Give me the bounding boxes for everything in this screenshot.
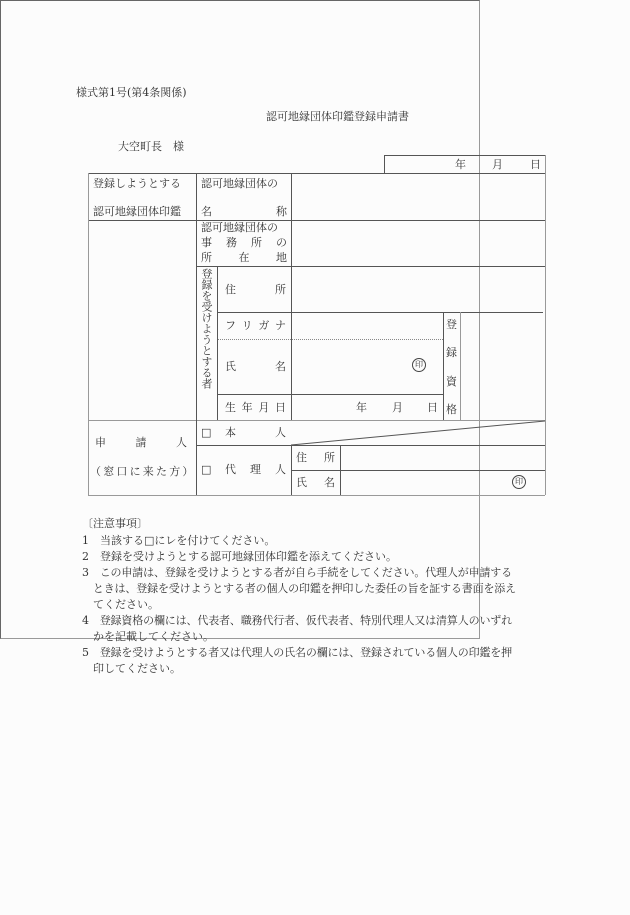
- label-char: 所: [324, 451, 335, 464]
- label-char: 事: [201, 236, 212, 249]
- col-line: [217, 266, 218, 420]
- birthdate-field[interactable]: [293, 396, 348, 418]
- applicant-sublabel: （窓口に来た方）: [90, 465, 196, 478]
- office-address-field[interactable]: [293, 222, 543, 265]
- agent-name-field[interactable]: [342, 472, 502, 494]
- col-line: [291, 173, 292, 420]
- col-line: [88, 173, 89, 495]
- label-char: 氏: [296, 476, 307, 489]
- self-label: [225, 426, 286, 439]
- col-line: [443, 312, 444, 420]
- address-label: [225, 283, 286, 296]
- col-line: [196, 173, 197, 495]
- row-line: [88, 495, 545, 496]
- seal-label-line2: 認可地縁団体印鑑: [93, 205, 181, 218]
- qualification-field[interactable]: [462, 314, 543, 418]
- office-label-line2: [201, 236, 287, 249]
- label-char: 所: [275, 283, 286, 296]
- org-name-field[interactable]: [293, 175, 543, 219]
- date-box-left: [384, 155, 385, 173]
- note-line: 印してください。: [82, 662, 181, 675]
- agent-address-field[interactable]: [342, 447, 543, 469]
- form-number: 様式第1号(第4条関係): [76, 86, 187, 99]
- dotted-line: [217, 339, 443, 340]
- diagonal-strike: [291, 420, 546, 446]
- label-char: ガ: [258, 319, 270, 332]
- label-char: 在: [238, 251, 250, 264]
- row-line: [217, 312, 543, 313]
- note-line: 5 登録を受けようとする者又は代理人の氏名の欄には、登録されている個人の印鑑を押: [82, 646, 512, 659]
- label-char: の: [276, 236, 287, 249]
- agent-checkbox[interactable]: □: [201, 463, 212, 476]
- note-line: 3 この申請は、登録を受けようとする者が自ら手続をしてください。代理人が申請する: [82, 566, 512, 579]
- furigana-label: [225, 319, 286, 332]
- qualification-label: [446, 318, 458, 416]
- label-char: 務: [226, 236, 237, 249]
- label-char: 理: [250, 463, 261, 476]
- furigana-field[interactable]: [293, 314, 441, 338]
- agent-name-label: [296, 476, 335, 489]
- label-char: 所: [201, 251, 212, 264]
- label-char: 日: [274, 401, 286, 414]
- label-char: 申: [95, 436, 106, 449]
- label-char: 録: [446, 346, 457, 360]
- label-char: 年: [241, 401, 253, 414]
- label-char: 本: [225, 426, 236, 439]
- notes-heading: 〔注意事項〕: [82, 517, 148, 530]
- label-char: 住: [296, 451, 307, 464]
- label-char: 名: [275, 360, 286, 373]
- label-char: 資: [446, 374, 457, 388]
- self-checkbox[interactable]: □: [201, 426, 212, 439]
- label-char: 生: [225, 401, 236, 414]
- date-day: 日: [530, 158, 541, 171]
- addressee: 大空町長 様: [118, 140, 184, 153]
- row-line: [88, 220, 545, 221]
- agent-label: [225, 463, 286, 476]
- note-line: かを記載してください。: [82, 630, 214, 643]
- label-char: 人: [275, 463, 286, 476]
- col-line: [460, 312, 461, 420]
- label-char: 地: [276, 251, 287, 264]
- office-label-line3: [201, 251, 287, 264]
- label-char: 称: [276, 205, 287, 218]
- date-year: 年: [455, 158, 466, 171]
- org-name-label-line1: 認可地縁団体の: [201, 177, 278, 190]
- label-char: 月: [258, 401, 270, 414]
- birthdate-label: [225, 401, 286, 414]
- note-line: 4 登録資格の欄には、代表者、職務代行者、仮代表者、特別代理人又は清算人のいずれ: [82, 614, 512, 627]
- office-label-line1: 認可地縁団体の: [201, 221, 278, 234]
- seal-stamp-icon: 印: [412, 358, 426, 372]
- registrant-label: 登録を受けようとする者: [200, 268, 213, 389]
- label-char: 人: [275, 426, 286, 439]
- label-char: 人: [176, 436, 187, 449]
- birth-year: 年: [356, 401, 367, 414]
- col-line: [291, 445, 292, 495]
- name-label: [225, 360, 286, 373]
- birth-day: 日: [427, 401, 438, 414]
- agent-seal-stamp-icon: 印: [512, 475, 526, 489]
- applicant-label: [95, 436, 187, 449]
- label-char: 請: [135, 436, 147, 449]
- label-char: ナ: [274, 319, 286, 332]
- date-month: 月: [492, 158, 503, 171]
- label-char: 所: [251, 236, 262, 249]
- col-line: [340, 445, 341, 495]
- date-box-top: [384, 155, 545, 156]
- row-line: [88, 173, 545, 174]
- label-char: 氏: [225, 360, 236, 373]
- row-line: [196, 266, 545, 267]
- note-line: てください。: [82, 598, 159, 611]
- label-char: 代: [225, 463, 236, 476]
- form-title: 認可地縁団体印鑑登録申請書: [266, 110, 409, 123]
- label-char: 格: [446, 402, 457, 416]
- label-char: 住: [225, 283, 236, 296]
- label-char: フ: [225, 319, 236, 332]
- agent-address-label: [296, 451, 335, 464]
- row-line: [217, 394, 443, 395]
- birth-month: 月: [392, 401, 403, 414]
- label-char: リ: [241, 319, 253, 332]
- note-line: ときは、登録を受けようとする者の個人の印鑑を押印した委任の旨を証する書面を添え: [82, 582, 516, 595]
- label-char: 登: [446, 318, 457, 331]
- seal-label-line1: 登録しようとする: [93, 177, 181, 190]
- org-name-label-line2: [201, 205, 287, 218]
- registrant-name-field[interactable]: [293, 341, 403, 393]
- row-line: [291, 470, 545, 471]
- label-char: 名: [201, 205, 212, 218]
- note-line: 1 当該する□にレを付けてください。: [82, 534, 276, 547]
- registrant-address-field[interactable]: [293, 268, 543, 311]
- note-line: 2 登録を受けようとする認可地縁団体印鑑を添えてください。: [82, 550, 397, 563]
- label-char: 名: [324, 476, 335, 489]
